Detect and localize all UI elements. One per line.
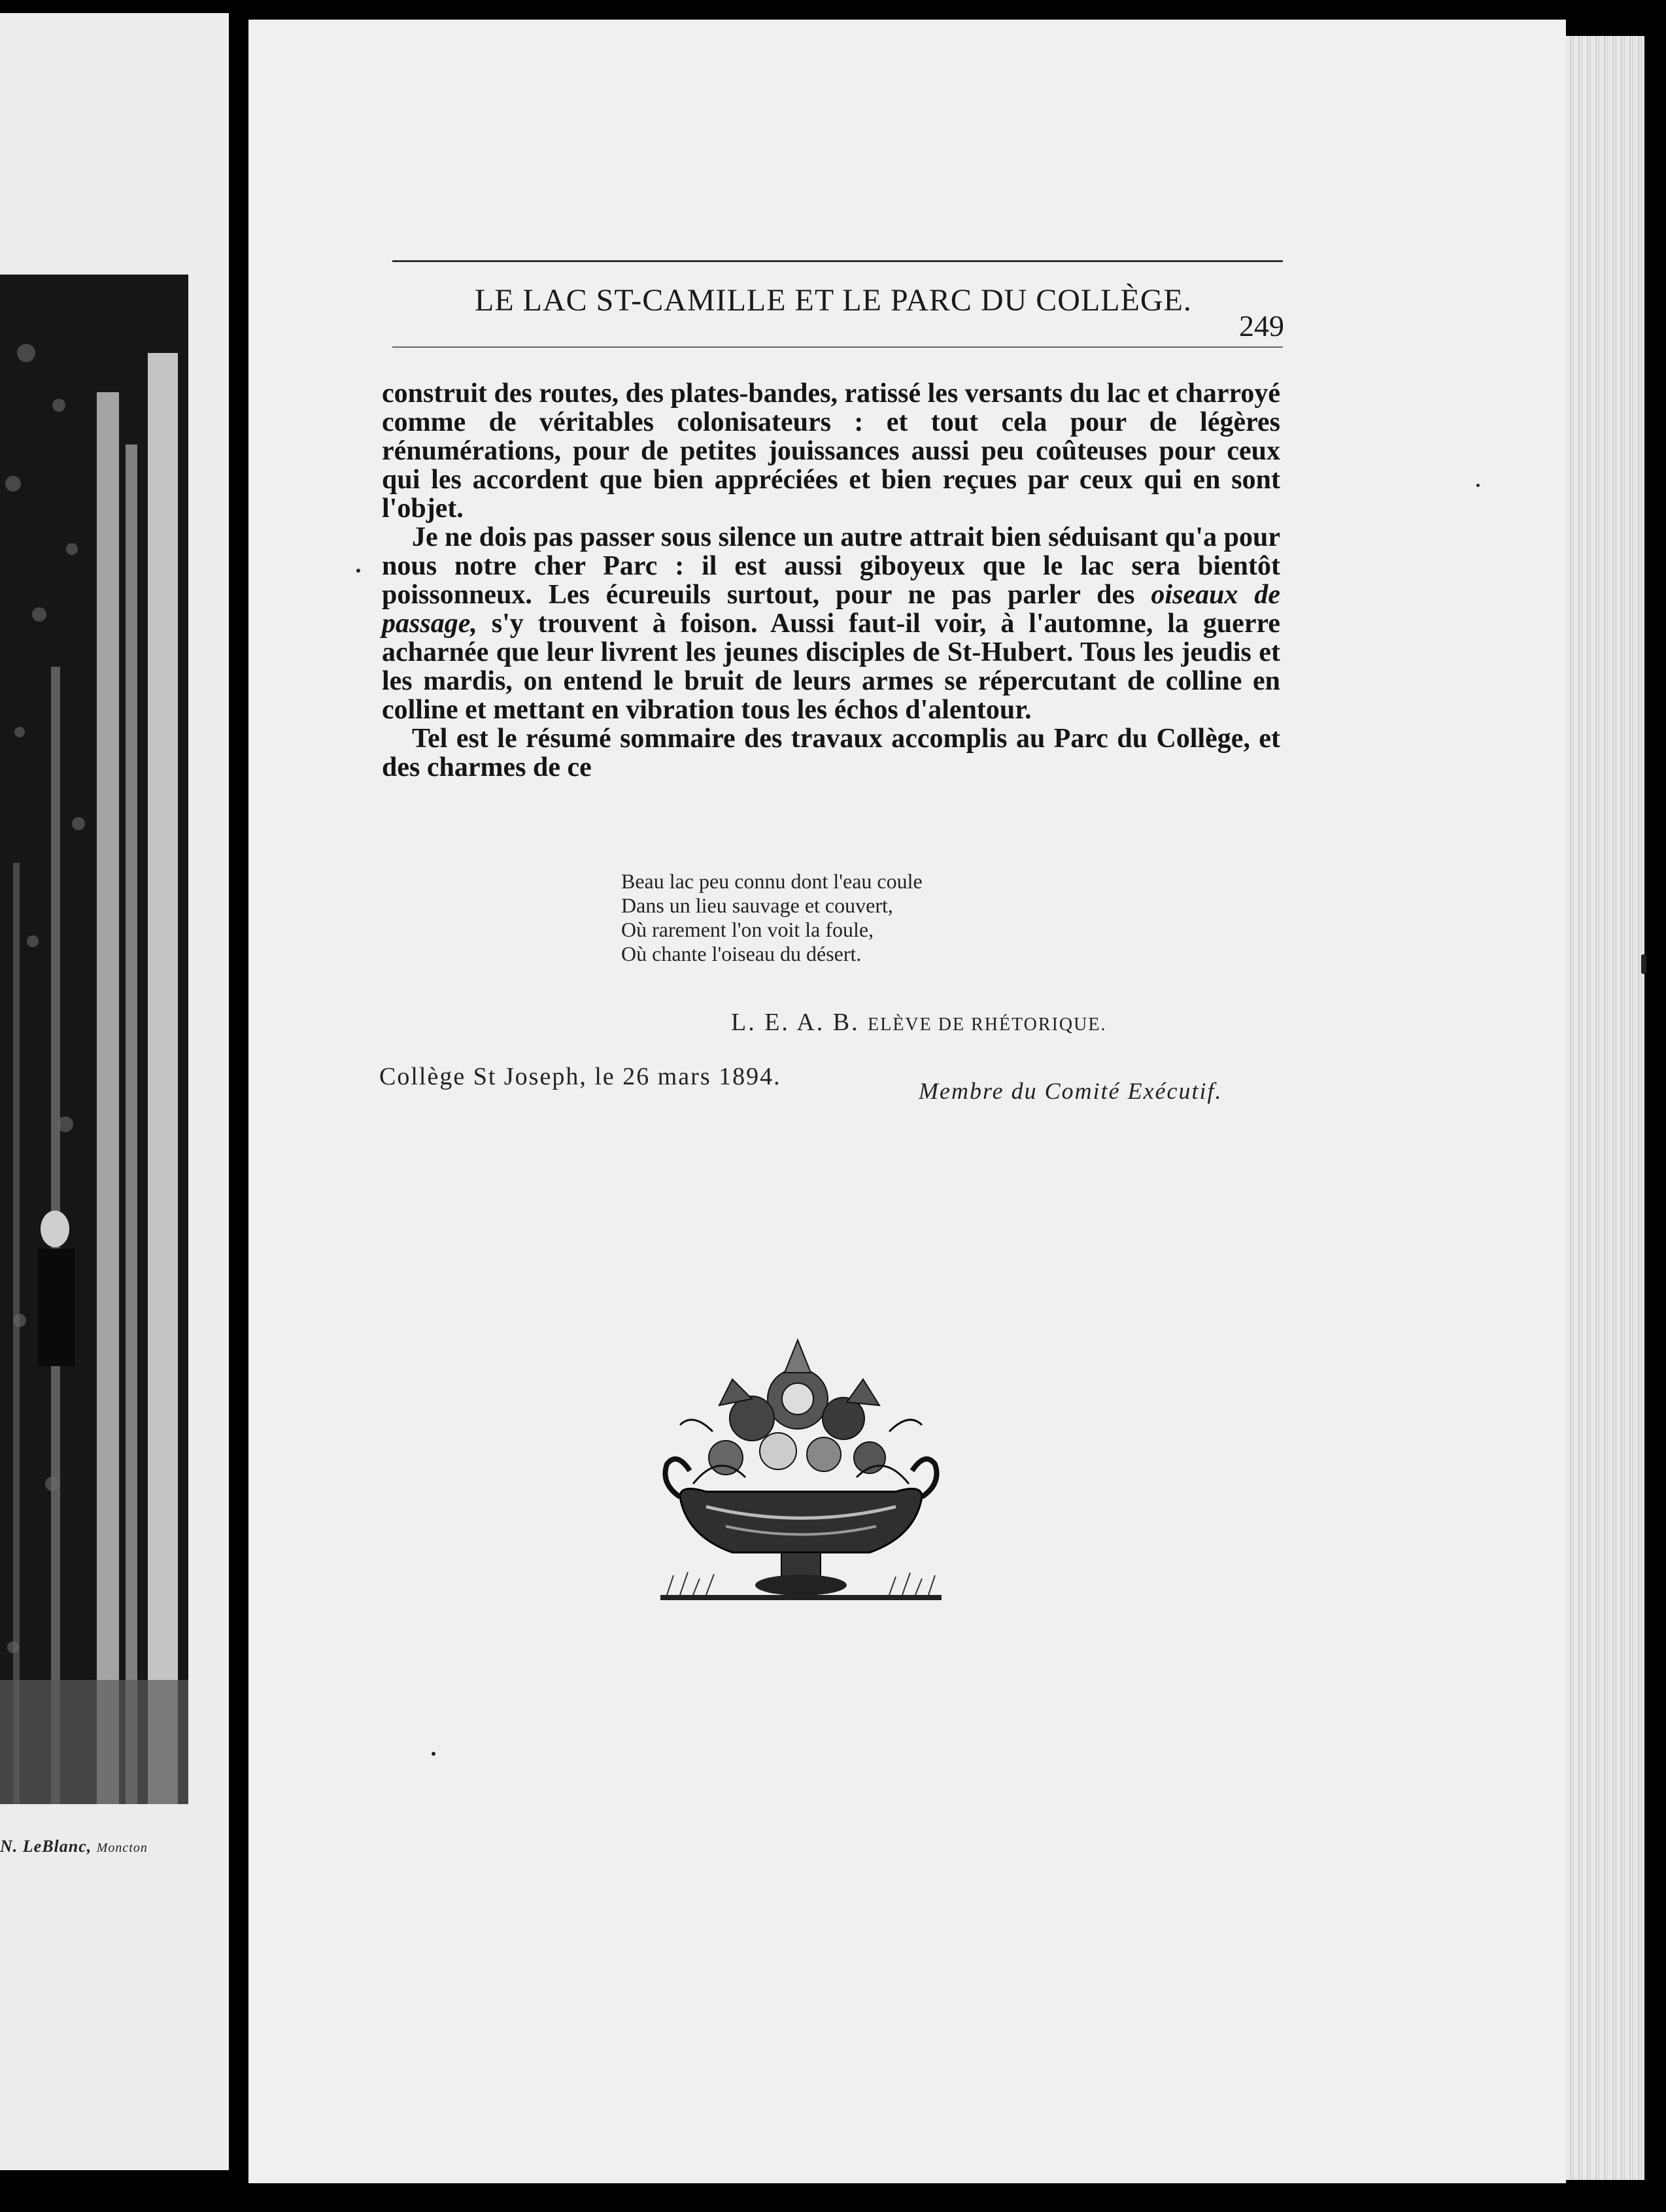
header-rule-bottom [392, 346, 1283, 348]
poem-line: Beau lac peu connu dont l'eau coule [621, 869, 923, 893]
poem-line: Où chante l'oiseau du désert. [621, 942, 862, 965]
paragraph-2-after: s'y trouvent à foison. Aussi faut-il voir, à l'automne, la guerre acharnée que leur livrent les jeunes disciples de St-Hubert. Tous les jeudis et les mardis, on entend le bruit de leurs armes se répercutant de colline en colline et mettant en vibration tous les échos d'alentour. [382, 609, 1280, 725]
page-edges-shadow [1644, 26, 1666, 2196]
poem-line: Dans un lieu sauvage et couvert, [621, 894, 893, 917]
paragraph-2-italic: oiseaux de passage, [382, 580, 1280, 639]
dateline: Collège St Joseph, le 26 mars 1894. [379, 1063, 781, 1090]
book-gutter [229, 0, 248, 2212]
committee-title: Membre du Comité Exécutif. [919, 1078, 1223, 1104]
photo-credit-name: N. LeBlanc, [0, 1837, 92, 1856]
flower-urn-icon [654, 1320, 948, 1647]
right-page [248, 20, 1566, 2183]
paragraph-2 [382, 523, 1280, 724]
speck [432, 1752, 435, 1756]
forest-photograph [0, 275, 188, 1804]
page-edges [1566, 36, 1644, 2180]
photo-credit-place: Moncton [96, 1841, 148, 1855]
signature [731, 1008, 1106, 1037]
signature-initials: L. E. A. B. [731, 1009, 860, 1036]
body-text [382, 379, 1280, 782]
forest-photo-image [0, 275, 188, 1804]
flower-urn-vignette [654, 1320, 948, 1647]
speck [1641, 954, 1646, 974]
running-head: LE LAC ST-CAMILLE ET LE PARC DU COLLÈGE. [475, 283, 1192, 318]
left-page [0, 13, 229, 2170]
paragraph-2-before: Je ne dois pas passer sous silence un autre attrait bien séduisant qu'a pour nous notre cher Parc : il est aussi giboyeux que le lac sera bientôt poissonneux. Les écureuils surtout, pour ne pas parler des [382, 522, 1280, 610]
page-number: 249 [1239, 309, 1284, 343]
poem [621, 869, 923, 966]
speck [356, 569, 360, 573]
poem-line: Où rarement l'on voit la foule, [621, 918, 874, 941]
paragraph-1: construit des routes, des plates-bandes, ratissé les versants du lac et charroyé comme de véritables colonisateurs : et tout cela pour de légères rénumérations, pour de petites jouissances aussi peu coûteuses pour ceux qui les accordent que bien appréciées et bien reçues par ceux qui en sont l'objet. [382, 378, 1280, 524]
signature-title: ELÈVE DE RHÉTORIQUE. [868, 1014, 1107, 1035]
header-rule-top [392, 260, 1283, 262]
speck [1476, 484, 1480, 487]
photo-credit [0, 1837, 229, 1856]
paragraph-3: Tel est le résumé sommaire des travaux accomplis au Parc du Collège, et des charmes de ce [382, 724, 1280, 782]
